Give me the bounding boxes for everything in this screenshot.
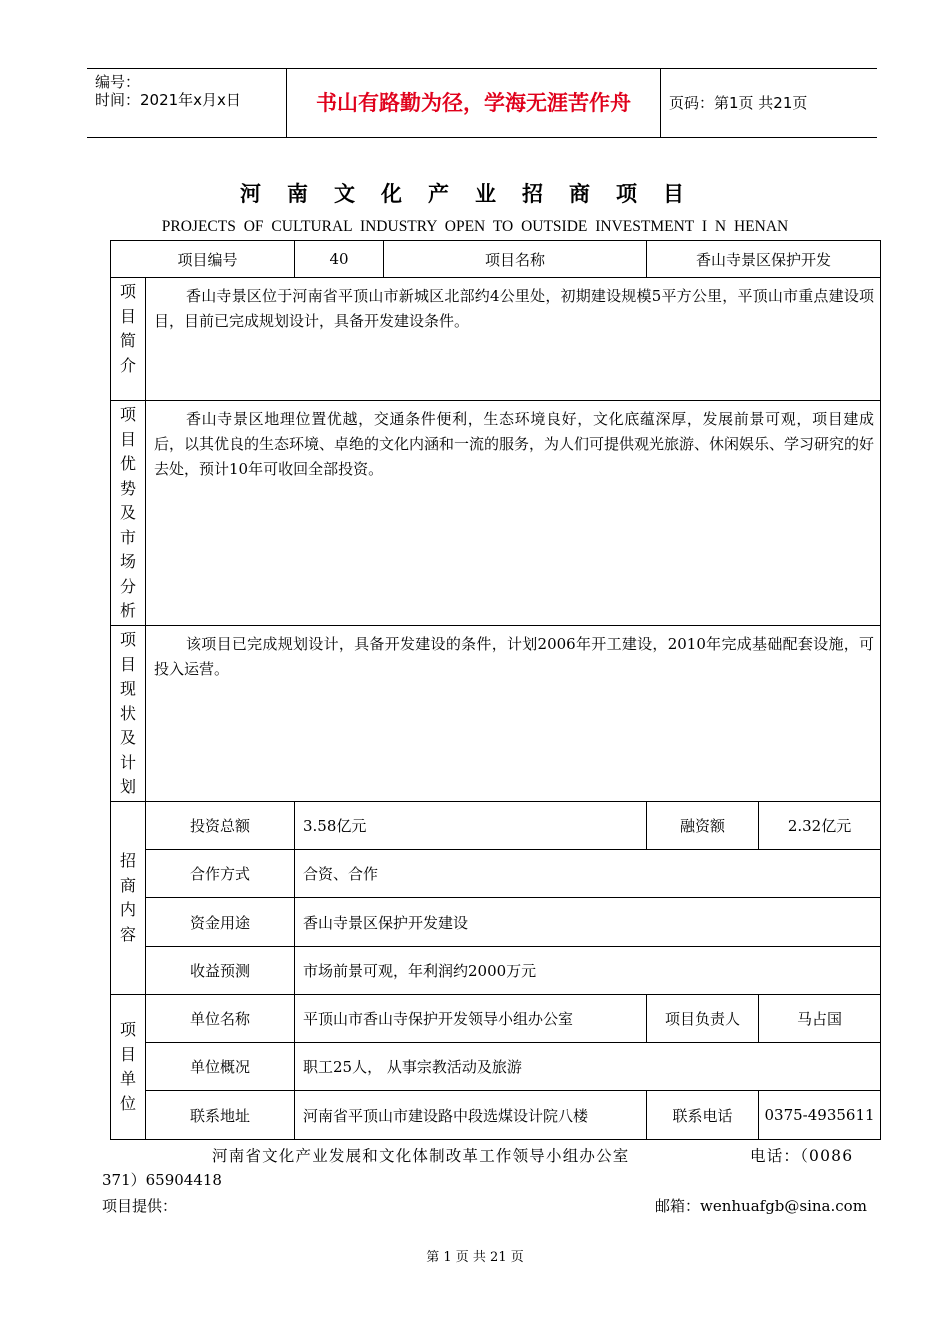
table-row <box>111 1043 881 1091</box>
invest-section-label: 招 商 内 容 <box>111 802 146 995</box>
table-row <box>111 898 881 947</box>
revenue-label: 收益预测 <box>146 947 295 995</box>
revenue-value: 市场前景可观，年利润约2000万元 <box>295 947 881 995</box>
coop-label: 合作方式 <box>146 850 295 898</box>
status-text: 该项目已完成规划设计，具备开发建设的条件，计划2006年开工建设，2010年完成基础配套设施，可投入运营。 <box>146 626 881 802</box>
leader-value: 马占国 <box>759 995 881 1043</box>
unit-name-value: 平顶山市香山寺保护开发领导小组办公室 <box>295 995 647 1043</box>
status-label: 项 目 现 状 及 计 划 <box>111 626 146 802</box>
document-title: 河南文化产业招商项目 <box>240 182 710 206</box>
table-row <box>111 1091 881 1140</box>
table-row <box>111 278 881 401</box>
project-table <box>110 240 881 1140</box>
intro-label: 项 目 简 介 <box>111 278 146 401</box>
table-row <box>111 241 881 278</box>
document-subtitle: PROJECTS OF CULTURAL INDUSTRY OPEN TO OUTSIDE INVESTMENT I N HENAN <box>161 218 789 235</box>
project-no-label: 项目编号 <box>111 241 295 278</box>
table-row <box>111 401 881 626</box>
table-row <box>111 995 881 1043</box>
total-invest-label: 投资总额 <box>146 802 295 850</box>
intro-text: 香山寺景区位于河南省平顶山市新城区北部约4公里处，初期建设规模5平方公里，平顶山市重点建设项目，目前已完成规划设计，具备开发建设条件。 <box>146 278 881 401</box>
footer-email: 邮箱：wenhuafgb@sina.com <box>655 1197 867 1215</box>
financing-value: 2.32亿元 <box>759 802 881 850</box>
leader-label: 项目负责人 <box>647 995 759 1043</box>
footer-tel-part2: 371）65904418 <box>102 1171 222 1189</box>
total-invest-value: 3.58亿元 <box>295 802 647 850</box>
advantage-text: 香山寺景区地理位置优越，交通条件便利，生态环境良好，文化底蕴深厚，发展前景可观，项目建成后，以其优良的生态环境、卓绝的文化内涵和一流的服务，为人们可提供观光旅游、休闲娱乐、学习研究的好去处，预计10年可收回全部投资。 <box>146 401 881 626</box>
footer-office: 河南省文化产业发展和文化体制改革工作领导小组办公室 <box>212 1147 630 1165</box>
number-label: 编号： <box>95 73 141 91</box>
header-divider <box>660 69 661 137</box>
project-name-label: 项目名称 <box>384 241 647 278</box>
unit-section-label: 项 目 单 位 <box>111 995 146 1140</box>
fund-use-label: 资金用途 <box>146 898 295 947</box>
header-motto: 书山有路勤为径，学海无涯苦作舟 <box>316 91 631 115</box>
table-row <box>111 802 881 850</box>
unit-overview-value: 职工25人， 从事宗教活动及旅游 <box>295 1043 881 1091</box>
table-row <box>111 947 881 995</box>
table-row <box>111 626 881 802</box>
document-header <box>87 68 877 138</box>
footer-tel-part1: 电话：（0086 <box>750 1147 854 1165</box>
advantage-label: 项 目 优 势 及 市 场 分 析 <box>111 401 146 626</box>
project-no-value: 40 <box>295 241 384 278</box>
unit-name-label: 单位名称 <box>146 995 295 1043</box>
page-number: 第 1 页 共 21 页 <box>426 1250 524 1265</box>
address-value: 河南省平顶山市建设路中段选煤设计院八楼 <box>295 1091 647 1140</box>
phone-value: 0375-4935611 <box>759 1091 881 1140</box>
fund-use-value: 香山寺景区保护开发建设 <box>295 898 881 947</box>
header-page-info: 页码：第1页 共21页 <box>669 94 808 112</box>
coop-value: 合资、合作 <box>295 850 881 898</box>
project-name-value: 香山寺景区保护开发 <box>647 241 881 278</box>
financing-label: 融资额 <box>647 802 759 850</box>
header-meta <box>95 73 241 109</box>
address-label: 联系地址 <box>146 1091 295 1140</box>
unit-overview-label: 单位概况 <box>146 1043 295 1091</box>
phone-label: 联系电话 <box>647 1091 759 1140</box>
table-row <box>111 850 881 898</box>
time-label: 时间：2021年x月x日 <box>95 91 241 109</box>
footer-provider-label: 项目提供： <box>102 1197 178 1215</box>
